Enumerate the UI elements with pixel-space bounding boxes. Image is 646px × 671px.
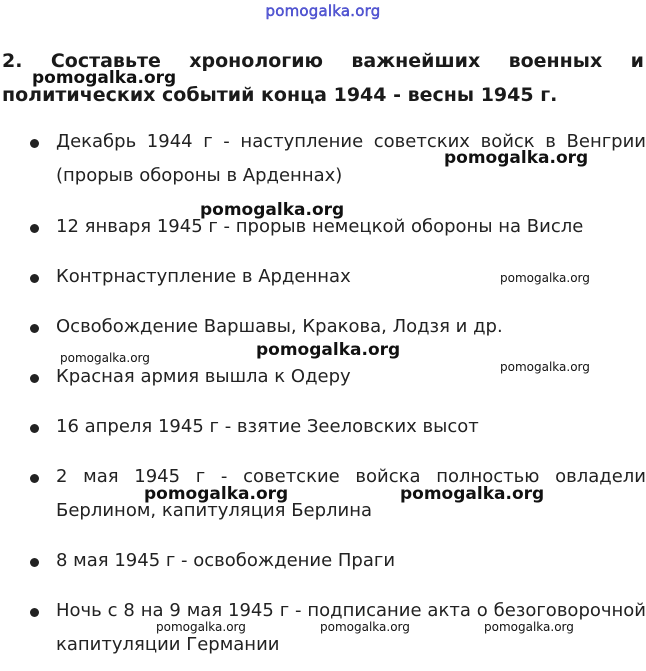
bullet-icon — [30, 274, 39, 283]
list-item — [24, 360, 646, 394]
list-item — [24, 544, 646, 578]
watermark-text: pomogalka.org — [500, 360, 590, 374]
heading-number: 2. — [2, 50, 23, 72]
list-item — [24, 125, 646, 193]
list-item-text: Контрнаступление в Арденнах — [56, 266, 351, 287]
list-item-text: 16 апреля 1945 г - взятие Зееловских высот — [56, 416, 479, 437]
bullet-icon — [30, 608, 39, 617]
watermark-text: pomogalka.org — [256, 340, 401, 360]
heading-word: Составьте — [50, 50, 161, 72]
list-item — [24, 210, 646, 244]
list-item — [24, 460, 646, 528]
watermark-text: pomogalka.org — [156, 620, 246, 634]
bullet-icon — [30, 474, 39, 483]
bullet-icon — [30, 374, 39, 383]
heading-word: и — [630, 50, 644, 72]
watermark-text: pomogalka.org — [444, 148, 589, 168]
list-item-text: Освобождение Варшавы, Кракова, Лодзя и др. — [56, 316, 503, 337]
watermark-text: pomogalka.org — [60, 351, 150, 365]
list-item — [24, 310, 646, 344]
bullet-icon — [30, 224, 39, 233]
heading-word: важнейших — [351, 50, 481, 72]
bullet-icon — [30, 139, 39, 148]
list-item — [24, 260, 646, 294]
watermark-text: pomogalka.org — [400, 484, 545, 504]
list-item-text: Ночь с 8 на 9 мая 1945 г - подписание акта о безоговорочной капитуляции Германии — [56, 600, 646, 655]
heading-word: военных — [508, 50, 603, 72]
watermark-text: pomogalka.org — [32, 68, 177, 88]
list-item-text: 2 мая 1945 г - советские войска полностью овладели Берлином, капитуляция Берлина — [56, 466, 646, 521]
heading-word: хронологию — [189, 50, 324, 72]
bullet-icon — [30, 558, 39, 567]
list-item-text: 8 мая 1945 г - освобождение Праги — [56, 550, 396, 571]
watermark-text: pomogalka.org — [200, 200, 345, 220]
watermark-text: pomogalka.org — [484, 620, 574, 634]
bullet-icon — [30, 424, 39, 433]
bullet-icon — [30, 324, 39, 333]
list-item — [24, 594, 646, 662]
list-item-text: Декабрь 1944 г - наступление советских войск в Венгрии (прорыв обороны в Арденнах) — [56, 131, 646, 186]
watermark-text: pomogalka.org — [144, 484, 289, 504]
watermark-text: pomogalka.org — [320, 620, 410, 634]
watermark-text: pomogalka.org — [500, 271, 590, 285]
list-item-text: Красная армия вышла к Одеру — [56, 366, 351, 387]
list-item — [24, 410, 646, 444]
list-item-text: 12 января 1945 г - прорыв немецкой обороны на Висле — [56, 216, 584, 237]
heading-line-2: политических событий конца 1944 - весны 1945 г. — [2, 84, 558, 106]
top-watermark-text: pomogalka.org — [265, 2, 381, 20]
